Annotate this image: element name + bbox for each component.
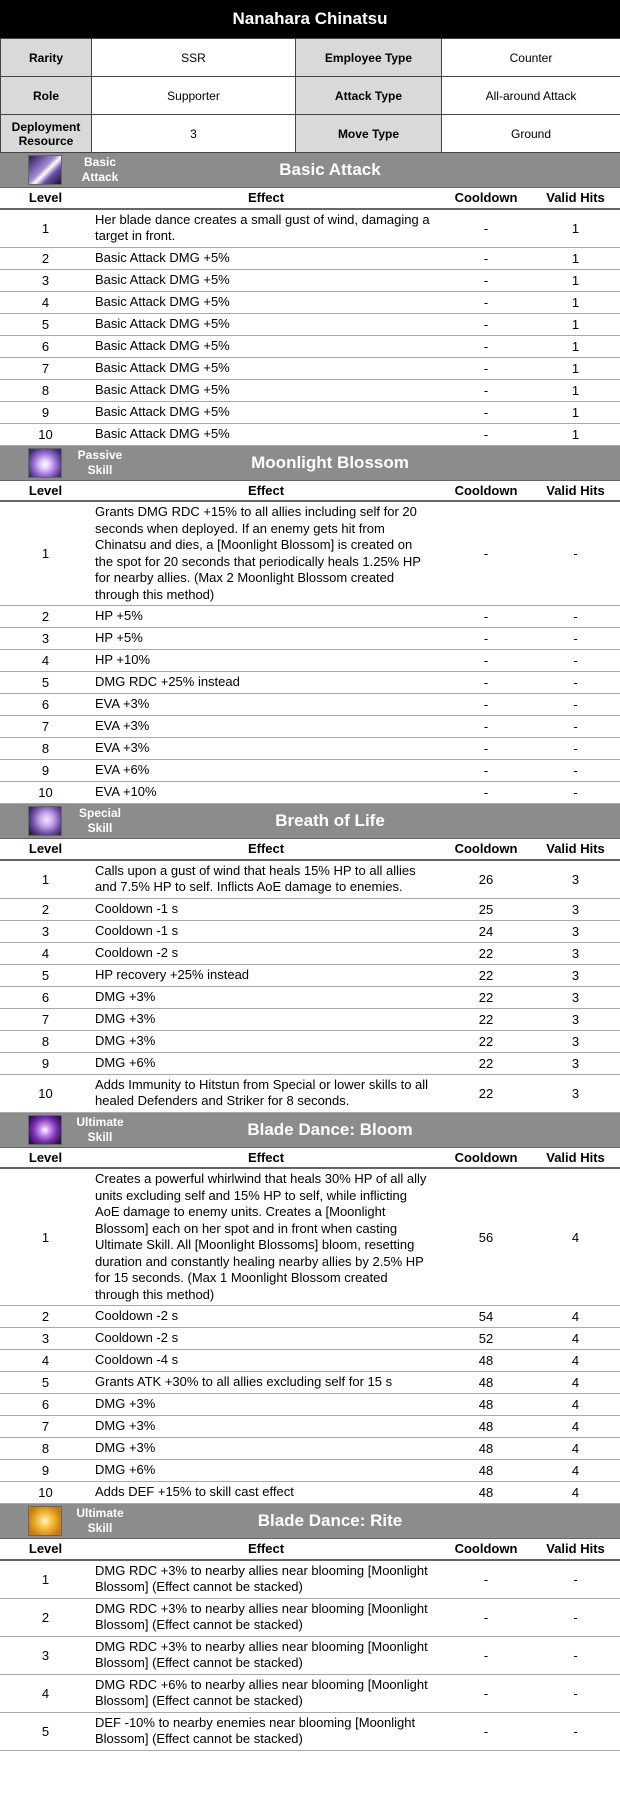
rarity-label: Rarity <box>1 39 92 77</box>
valid-hits-cell: 4 <box>531 1416 620 1438</box>
table-row <box>0 650 620 672</box>
effect-cell: Calls upon a gust of wind that heals 15% HP to all allies and 7.5% HP to self. Inflicts AoE damage to enemies. <box>91 860 441 899</box>
table-row <box>0 1052 620 1074</box>
table-row <box>0 942 620 964</box>
effect-cell: DMG +3% <box>91 986 441 1008</box>
cooldown-header: Cooldown <box>454 482 518 498</box>
valid-hits-cell: - <box>531 650 620 672</box>
effect-cell: HP +10% <box>91 650 441 672</box>
cooldown-cell: - <box>441 738 531 760</box>
effect-cell: Basic Attack DMG +5% <box>91 269 441 291</box>
effect-cell: Adds Immunity to Hitstun from Special or lower skills to all healed Defenders and Striker for 8 seconds. <box>91 1074 441 1112</box>
level-cell: 1 <box>0 860 91 899</box>
skill-type: Passive Skill <box>77 447 123 477</box>
table-row <box>0 1416 620 1438</box>
effect-cell: DMG RDC +3% to nearby allies near blooming [Moonlight Blossom] (Effect cannot be stacked) <box>91 1636 441 1674</box>
character-title: Nanahara Chinatsu <box>0 0 620 38</box>
table-row <box>0 986 620 1008</box>
cooldown-cell: - <box>441 1598 531 1636</box>
effect-cell: DMG +6% <box>91 1460 441 1482</box>
skill-level-table <box>0 838 620 1113</box>
table-row <box>0 423 620 445</box>
level-cell: 7 <box>0 1008 91 1030</box>
table-row <box>0 269 620 291</box>
skill-header <box>0 804 620 838</box>
cooldown-cell: - <box>441 247 531 269</box>
attack-type-label: Attack Type <box>296 77 442 115</box>
table-row <box>0 379 620 401</box>
effect-cell: Cooldown -2 s <box>91 1306 441 1328</box>
table-row <box>0 1598 620 1636</box>
level-cell: 5 <box>0 672 91 694</box>
employee-type-value: Counter <box>442 39 620 77</box>
cooldown-cell: - <box>441 1712 531 1750</box>
table-row <box>0 964 620 986</box>
skill-level-table <box>0 1538 620 1751</box>
cooldown-cell: - <box>441 209 531 248</box>
column-header-row <box>0 1147 620 1168</box>
level-cell: 8 <box>0 1438 91 1460</box>
valid-hits-cell: - <box>531 628 620 650</box>
level-cell: 2 <box>0 898 91 920</box>
skill-level-table <box>0 187 620 446</box>
table-row <box>0 920 620 942</box>
effect-cell: EVA +3% <box>91 694 441 716</box>
level-cell: 6 <box>0 694 91 716</box>
level-cell: 7 <box>0 1416 91 1438</box>
cooldown-cell: 22 <box>441 1030 531 1052</box>
cooldown-cell: 22 <box>441 942 531 964</box>
effect-cell: DMG +3% <box>91 1438 441 1460</box>
level-cell: 8 <box>0 379 91 401</box>
valid-hits-cell: 1 <box>531 247 620 269</box>
cooldown-cell: 48 <box>441 1438 531 1460</box>
cooldown-cell: - <box>441 1674 531 1712</box>
valid-hits-cell: - <box>531 738 620 760</box>
skill-name: Moonlight Blossom <box>251 452 409 472</box>
table-row <box>0 313 620 335</box>
effect-cell: Her blade dance creates a small gust of wind, damaging a target in front. <box>91 209 441 248</box>
level-cell: 1 <box>0 1560 91 1599</box>
blade-dance-bloom-icon <box>28 1115 62 1145</box>
effect-cell: Cooldown -1 s <box>91 898 441 920</box>
table-row <box>0 401 620 423</box>
level-cell: 1 <box>0 501 91 606</box>
table-row <box>0 1008 620 1030</box>
level-cell: 8 <box>0 1030 91 1052</box>
skill-name: Basic Attack <box>279 160 381 179</box>
level-cell: 9 <box>0 760 91 782</box>
cooldown-cell: 24 <box>441 920 531 942</box>
level-cell: 3 <box>0 1636 91 1674</box>
level-cell: 3 <box>0 628 91 650</box>
valid-hits-cell: 4 <box>531 1306 620 1328</box>
skill-header <box>0 153 620 187</box>
valid-hits-header: Valid Hits <box>546 482 605 498</box>
valid-hits-cell: 4 <box>531 1372 620 1394</box>
level-cell: 1 <box>0 209 91 248</box>
effect-cell: Grants DMG RDC +15% to all allies including self for 20 seconds when deployed. If an enemy gets hit from Chinatsu and dies, a [Moonlight Blossom] is created on the spot for 20 seconds that periodically heals 1.25% HP for nearby allies. (Max 2 Moonlight Blossom created through this method) <box>91 501 441 606</box>
skill-section <box>0 1504 620 1751</box>
skill-name: Breath of Life <box>275 811 385 830</box>
cooldown-cell: - <box>441 401 531 423</box>
level-cell: 1 <box>0 1168 91 1306</box>
valid-hits-cell: 1 <box>531 335 620 357</box>
valid-hits-cell: 3 <box>531 1030 620 1052</box>
effect-header: Effect <box>247 1149 285 1165</box>
level-cell: 6 <box>0 335 91 357</box>
cooldown-cell: - <box>441 269 531 291</box>
level-cell: 6 <box>0 986 91 1008</box>
level-header: Level <box>28 1149 63 1165</box>
skill-header <box>0 1504 620 1538</box>
level-cell: 5 <box>0 313 91 335</box>
cooldown-header: Cooldown <box>454 190 518 206</box>
cooldown-cell: 22 <box>441 964 531 986</box>
valid-hits-cell: 4 <box>531 1350 620 1372</box>
valid-hits-cell: - <box>531 606 620 628</box>
valid-hits-cell: 1 <box>531 357 620 379</box>
cooldown-cell: 48 <box>441 1460 531 1482</box>
valid-hits-cell: 1 <box>531 379 620 401</box>
cooldown-cell: 48 <box>441 1394 531 1416</box>
attack-type-value: All-around Attack <box>442 77 620 115</box>
effect-cell: DMG +3% <box>91 1030 441 1052</box>
valid-hits-cell: 3 <box>531 1052 620 1074</box>
table-row <box>0 291 620 313</box>
cooldown-cell: - <box>441 782 531 804</box>
valid-hits-cell: - <box>531 694 620 716</box>
valid-hits-cell: 4 <box>531 1168 620 1306</box>
level-cell: 9 <box>0 1052 91 1074</box>
deployment-value: 3 <box>92 115 296 153</box>
table-row <box>0 209 620 248</box>
valid-hits-cell: 3 <box>531 1008 620 1030</box>
deployment-label: Deployment Resource <box>1 115 92 153</box>
table-row <box>0 672 620 694</box>
valid-hits-cell: - <box>531 501 620 606</box>
valid-hits-header: Valid Hits <box>546 1149 605 1165</box>
effect-header: Effect <box>247 841 285 857</box>
cooldown-cell: 52 <box>441 1328 531 1350</box>
effect-cell: DMG RDC +25% instead <box>91 672 441 694</box>
valid-hits-cell: - <box>531 672 620 694</box>
effect-cell: DMG +6% <box>91 1052 441 1074</box>
table-row <box>0 860 620 899</box>
skill-header <box>0 446 620 480</box>
skill-type: Basic Attack <box>81 155 119 184</box>
effect-cell: DMG +3% <box>91 1394 441 1416</box>
effect-cell: DMG +3% <box>91 1008 441 1030</box>
skill-section <box>0 446 620 805</box>
valid-hits-cell: - <box>531 1598 620 1636</box>
valid-hits-cell: - <box>531 760 620 782</box>
move-type-label: Move Type <box>296 115 442 153</box>
table-row <box>0 738 620 760</box>
cooldown-cell: - <box>441 1560 531 1599</box>
skill-type: Ultimate Skill <box>76 1506 124 1535</box>
cooldown-cell: 56 <box>441 1168 531 1306</box>
valid-hits-cell: 4 <box>531 1394 620 1416</box>
level-cell: 4 <box>0 1350 91 1372</box>
effect-cell: EVA +3% <box>91 738 441 760</box>
table-row <box>0 782 620 804</box>
valid-hits-cell: 1 <box>531 313 620 335</box>
effect-cell: Basic Attack DMG +5% <box>91 357 441 379</box>
info-table <box>0 38 620 153</box>
table-row <box>0 1482 620 1504</box>
level-cell: 4 <box>0 942 91 964</box>
cooldown-cell: 22 <box>441 1052 531 1074</box>
effect-cell: HP recovery +25% instead <box>91 964 441 986</box>
cooldown-cell: 22 <box>441 1008 531 1030</box>
table-row <box>0 335 620 357</box>
cooldown-cell: - <box>441 501 531 606</box>
effect-cell: Creates a powerful whirlwind that heals 30% HP of all ally units excluding self and 15% HP to self, while inflicting AoE damage to enemy units. Creates a [Moonlight Blossom] each on her spot and in front when casting Ultimate Skill. All [Moonlight Blossoms] bloom, resetting duration and constantly healing nearby allies by 2.5% HP for 15 seconds. (Max 1 Moonlight Blossom created through this method) <box>91 1168 441 1306</box>
level-cell: 2 <box>0 1306 91 1328</box>
level-cell: 10 <box>0 782 91 804</box>
blade-dance-icon <box>28 155 62 185</box>
employee-type-label: Employee Type <box>296 39 442 77</box>
effect-cell: Basic Attack DMG +5% <box>91 423 441 445</box>
column-header-row <box>0 839 620 860</box>
cooldown-cell: - <box>441 313 531 335</box>
rarity-value: SSR <box>92 39 296 77</box>
cooldown-cell: - <box>441 291 531 313</box>
table-row <box>0 1460 620 1482</box>
table-row <box>0 760 620 782</box>
valid-hits-cell: 3 <box>531 1074 620 1112</box>
level-header: Level <box>28 841 63 857</box>
level-cell: 7 <box>0 357 91 379</box>
effect-cell: Basic Attack DMG +5% <box>91 335 441 357</box>
valid-hits-header: Valid Hits <box>546 1541 605 1557</box>
level-cell: 4 <box>0 650 91 672</box>
valid-hits-cell: 3 <box>531 898 620 920</box>
valid-hits-cell: 1 <box>531 269 620 291</box>
effect-cell: Cooldown -1 s <box>91 920 441 942</box>
table-row <box>0 606 620 628</box>
level-cell: 9 <box>0 401 91 423</box>
effect-cell: Basic Attack DMG +5% <box>91 379 441 401</box>
cooldown-header: Cooldown <box>454 1149 518 1165</box>
cooldown-cell: - <box>441 716 531 738</box>
effect-cell: Basic Attack DMG +5% <box>91 291 441 313</box>
valid-hits-cell: 1 <box>531 291 620 313</box>
effect-cell: DMG +3% <box>91 1416 441 1438</box>
level-cell: 5 <box>0 1712 91 1750</box>
effect-cell: Basic Attack DMG +5% <box>91 247 441 269</box>
level-cell: 7 <box>0 716 91 738</box>
cooldown-header: Cooldown <box>454 1541 518 1557</box>
blade-dance-rite-icon <box>28 1506 62 1536</box>
valid-hits-header: Valid Hits <box>546 190 605 206</box>
table-row <box>0 1168 620 1306</box>
level-cell: 3 <box>0 269 91 291</box>
effect-cell: Cooldown -4 s <box>91 1350 441 1372</box>
skill-header <box>0 1113 620 1147</box>
cooldown-cell: 48 <box>441 1350 531 1372</box>
table-row <box>0 247 620 269</box>
effect-cell: EVA +6% <box>91 760 441 782</box>
effect-cell: Grants ATK +30% to all allies excluding self for 15 s <box>91 1372 441 1394</box>
valid-hits-cell: 3 <box>531 986 620 1008</box>
table-row <box>0 1560 620 1599</box>
role-value: Supporter <box>92 77 296 115</box>
table-row <box>0 1394 620 1416</box>
skill-type: Ultimate Skill <box>76 1114 124 1144</box>
skill-section <box>0 1113 620 1505</box>
effect-cell: HP +5% <box>91 606 441 628</box>
level-cell: 4 <box>0 291 91 313</box>
cooldown-cell: - <box>441 760 531 782</box>
valid-hits-cell: 4 <box>531 1460 620 1482</box>
skill-name: Blade Dance: Bloom <box>247 1119 413 1139</box>
skill-section <box>0 153 620 446</box>
cooldown-cell: 48 <box>441 1482 531 1504</box>
valid-hits-cell: 1 <box>531 423 620 445</box>
level-header: Level <box>28 482 63 498</box>
cooldown-cell: - <box>441 379 531 401</box>
level-cell: 5 <box>0 1372 91 1394</box>
cooldown-cell: 26 <box>441 860 531 899</box>
table-row <box>0 1438 620 1460</box>
table-row <box>0 694 620 716</box>
cooldown-cell: - <box>441 357 531 379</box>
valid-hits-cell: 3 <box>531 964 620 986</box>
column-header-row <box>0 480 620 501</box>
effect-cell: Cooldown -2 s <box>91 942 441 964</box>
skill-type: Special Skill <box>78 806 122 835</box>
valid-hits-cell: 3 <box>531 920 620 942</box>
effect-cell: DMG RDC +6% to nearby allies near blooming [Moonlight Blossom] (Effect cannot be stacked) <box>91 1674 441 1712</box>
effect-cell: Basic Attack DMG +5% <box>91 401 441 423</box>
valid-hits-cell: 3 <box>531 942 620 964</box>
table-row <box>0 1674 620 1712</box>
effect-cell: EVA +3% <box>91 716 441 738</box>
effect-header: Effect <box>247 482 285 498</box>
cooldown-header: Cooldown <box>454 841 518 857</box>
level-header: Level <box>28 190 63 206</box>
table-row <box>0 716 620 738</box>
level-cell: 3 <box>0 920 91 942</box>
level-cell: 10 <box>0 423 91 445</box>
valid-hits-cell: 4 <box>531 1438 620 1460</box>
valid-hits-cell: 4 <box>531 1482 620 1504</box>
table-row <box>0 501 620 606</box>
skill-level-table <box>0 480 620 805</box>
valid-hits-cell: - <box>531 782 620 804</box>
skills-container <box>0 153 620 1751</box>
level-cell: 9 <box>0 1460 91 1482</box>
column-header-row <box>0 1539 620 1560</box>
skill-section <box>0 804 620 1113</box>
cooldown-cell: 22 <box>441 1074 531 1112</box>
cooldown-cell: - <box>441 628 531 650</box>
cooldown-cell: - <box>441 694 531 716</box>
moonlight-blossom-icon <box>28 448 62 478</box>
valid-hits-cell: - <box>531 1712 620 1750</box>
valid-hits-cell: 4 <box>531 1328 620 1350</box>
breath-of-life-icon <box>28 806 62 836</box>
skill-name: Blade Dance: Rite <box>257 1511 403 1530</box>
cooldown-cell: - <box>441 335 531 357</box>
effect-cell: Cooldown -2 s <box>91 1328 441 1350</box>
valid-hits-cell: - <box>531 1674 620 1712</box>
valid-hits-cell: 1 <box>531 209 620 248</box>
cooldown-cell: 25 <box>441 898 531 920</box>
table-row <box>0 1030 620 1052</box>
cooldown-cell: - <box>441 423 531 445</box>
valid-hits-cell: - <box>531 716 620 738</box>
table-row <box>0 1350 620 1372</box>
skill-level-table <box>0 1147 620 1505</box>
valid-hits-header: Valid Hits <box>546 841 605 857</box>
effect-header: Effect <box>247 190 285 206</box>
table-row <box>0 1328 620 1350</box>
move-type-value: Ground <box>442 115 620 153</box>
effect-cell: HP +5% <box>91 628 441 650</box>
table-row <box>0 628 620 650</box>
effect-cell: EVA +10% <box>91 782 441 804</box>
effect-cell: DMG RDC +3% to nearby allies near blooming [Moonlight Blossom] (Effect cannot be stacked) <box>91 1560 441 1599</box>
level-cell: 6 <box>0 1394 91 1416</box>
role-label: Role <box>1 77 92 115</box>
valid-hits-cell: 3 <box>531 860 620 899</box>
valid-hits-cell: 1 <box>531 401 620 423</box>
cooldown-cell: 48 <box>441 1372 531 1394</box>
table-row <box>0 1372 620 1394</box>
cooldown-cell: - <box>441 606 531 628</box>
level-cell: 4 <box>0 1674 91 1712</box>
level-cell: 10 <box>0 1482 91 1504</box>
effect-header: Effect <box>247 1541 285 1557</box>
valid-hits-cell: - <box>531 1560 620 1599</box>
level-cell: 2 <box>0 247 91 269</box>
effect-cell: Adds DEF +15% to skill cast effect <box>91 1482 441 1504</box>
table-row <box>0 357 620 379</box>
level-cell: 8 <box>0 738 91 760</box>
cooldown-cell: 48 <box>441 1416 531 1438</box>
level-cell: 10 <box>0 1074 91 1112</box>
cooldown-cell: - <box>441 1636 531 1674</box>
cooldown-cell: 54 <box>441 1306 531 1328</box>
level-cell: 3 <box>0 1328 91 1350</box>
valid-hits-cell: - <box>531 1636 620 1674</box>
effect-cell: DMG RDC +3% to nearby allies near blooming [Moonlight Blossom] (Effect cannot be stacked) <box>91 1598 441 1636</box>
cooldown-cell: - <box>441 650 531 672</box>
cooldown-cell: - <box>441 672 531 694</box>
level-cell: 5 <box>0 964 91 986</box>
table-row <box>0 1074 620 1112</box>
table-row <box>0 1712 620 1750</box>
table-row <box>0 1636 620 1674</box>
column-header-row <box>0 188 620 209</box>
level-header: Level <box>28 1541 63 1557</box>
level-cell: 2 <box>0 606 91 628</box>
table-row <box>0 898 620 920</box>
effect-cell: Basic Attack DMG +5% <box>91 313 441 335</box>
level-cell: 2 <box>0 1598 91 1636</box>
cooldown-cell: 22 <box>441 986 531 1008</box>
table-row <box>0 1306 620 1328</box>
effect-cell: DEF -10% to nearby enemies near blooming [Moonlight Blossom] (Effect cannot be stacked) <box>91 1712 441 1750</box>
